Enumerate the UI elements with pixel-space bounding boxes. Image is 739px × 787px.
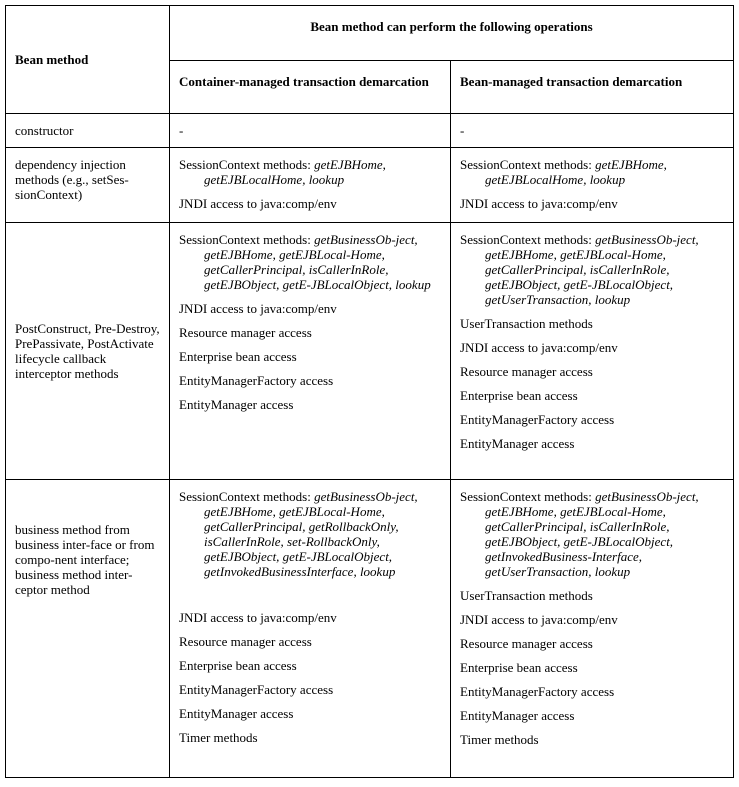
entry-prefix: SessionContext methods: <box>179 232 315 247</box>
operation-entry: EntityManagerFactory access <box>179 373 334 388</box>
table-row <box>6 223 734 480</box>
operation-entry: JNDI access to java:comp/env <box>179 196 337 211</box>
operation-entry: Resource manager access <box>460 364 593 379</box>
cmt-cell <box>170 223 451 480</box>
entry-methods: getBusinessOb-ject, getEJBHome, getEJBLocal-Home, getCallerPrincipal, isCallerInRole, getEJBObject, getE-JBLocalObject, getUserTransaction, lookup <box>485 232 699 307</box>
header-bean-method-label: Bean method <box>15 52 89 67</box>
entry-methods: getBusinessOb-ject, getEJBHome, getEJBLocal-Home, getCallerPrincipal, getRollbackOnly, isCallerInRole, set-RollbackOnly, getEJBObject, getE-JBLocalObject, getInvokedBusinessInterface, lookup <box>204 489 418 579</box>
entry-prefix: SessionContext methods: <box>460 157 596 172</box>
operation-entry: JNDI access to java:comp/env <box>460 612 618 627</box>
cmt-cell <box>170 480 451 778</box>
header-bean-managed <box>451 61 734 114</box>
operation-entry: UserTransaction methods <box>460 588 593 603</box>
operation-entry: JNDI access to java:comp/env <box>179 301 337 316</box>
method-cell <box>6 223 170 480</box>
operation-entry: - <box>179 123 184 138</box>
operation-entry: Enterprise bean access <box>179 349 297 364</box>
operation-entry: EntityManagerFactory access <box>460 684 615 699</box>
sessioncontext-entry <box>460 157 725 187</box>
method-name: constructor <box>15 123 74 138</box>
entry-methods: getEJBHome, getEJBLocalHome, lookup <box>485 157 667 187</box>
operation-entry: - <box>460 123 465 138</box>
operation-entry: Enterprise bean access <box>179 658 297 673</box>
operation-entry: JNDI access to java:comp/env <box>179 610 337 625</box>
table-row <box>6 148 734 223</box>
header-group <box>170 6 734 61</box>
cmt-cell <box>170 148 451 223</box>
operation-entry: JNDI access to java:comp/env <box>460 340 618 355</box>
operation-entry: EntityManagerFactory access <box>179 682 334 697</box>
method-cell <box>6 148 170 223</box>
cmt-cell <box>170 114 451 148</box>
operation-entry: UserTransaction methods <box>460 316 593 331</box>
operation-entry: EntityManagerFactory access <box>460 412 615 427</box>
method-name: business method from business inter-face or from compo-nent interface; business method inter-ceptor method <box>15 522 155 597</box>
operation-entry: Resource manager access <box>460 636 593 651</box>
sessioncontext-entry <box>179 489 442 579</box>
header-bean-method <box>6 6 170 114</box>
operation-entry: Enterprise bean access <box>460 660 578 675</box>
bean-method-operations-table <box>5 5 734 778</box>
entry-methods: getEJBHome, getEJBLocalHome, lookup <box>204 157 386 187</box>
sessioncontext-entry <box>460 232 725 307</box>
bmt-cell <box>451 223 734 480</box>
operation-entry: JNDI access to java:comp/env <box>460 196 618 211</box>
operation-entry: Resource manager access <box>179 325 312 340</box>
entry-prefix: SessionContext methods: <box>460 489 596 504</box>
header-bmt-label: Bean-managed transaction demarcation <box>460 74 683 89</box>
sessioncontext-entry <box>179 232 442 292</box>
bmt-cell <box>451 148 734 223</box>
entry-methods: getBusinessOb-ject, getEJBHome, getEJBLocal-Home, getCallerPrincipal, isCallerInRole, getEJBObject, getE-JBLocalObject, getInvokedBusiness-Interface, getUserTransaction, lookup <box>485 489 699 579</box>
sessioncontext-entry <box>179 157 442 187</box>
header-cmt-label: Container-managed transaction demarcation <box>179 74 429 89</box>
entry-prefix: SessionContext methods: <box>179 157 315 172</box>
method-cell <box>6 114 170 148</box>
entry-methods: getBusinessOb-ject, getEJBHome, getEJBLocal-Home, getCallerPrincipal, isCallerInRole, getEJBObject, getE-JBLocalObject, lookup <box>204 232 431 292</box>
method-cell <box>6 480 170 778</box>
bmt-cell <box>451 114 734 148</box>
operation-entry: EntityManager access <box>460 436 575 451</box>
header-group-label: Bean method can perform the following operations <box>310 19 593 34</box>
operation-entry: EntityManager access <box>179 706 294 721</box>
sessioncontext-entry <box>460 489 725 579</box>
table-row <box>6 480 734 778</box>
entry-prefix: SessionContext methods: <box>179 489 315 504</box>
operation-entry: Timer methods <box>460 732 539 747</box>
bmt-cell <box>451 480 734 778</box>
operation-entry: Timer methods <box>179 730 258 745</box>
header-container-managed <box>170 61 451 114</box>
entry-prefix: SessionContext methods: <box>460 232 596 247</box>
method-name: PostConstruct, Pre-Destroy, PrePassivate, PostActivate lifecycle callback interceptor methods <box>15 321 160 381</box>
table-row <box>6 114 734 148</box>
operation-entry: EntityManager access <box>460 708 575 723</box>
method-name: dependency injection methods (e.g., setSes-sionContext) <box>15 157 129 202</box>
operation-entry: Resource manager access <box>179 634 312 649</box>
operation-entry: EntityManager access <box>179 397 294 412</box>
spacer <box>179 588 442 610</box>
operation-entry: Enterprise bean access <box>460 388 578 403</box>
